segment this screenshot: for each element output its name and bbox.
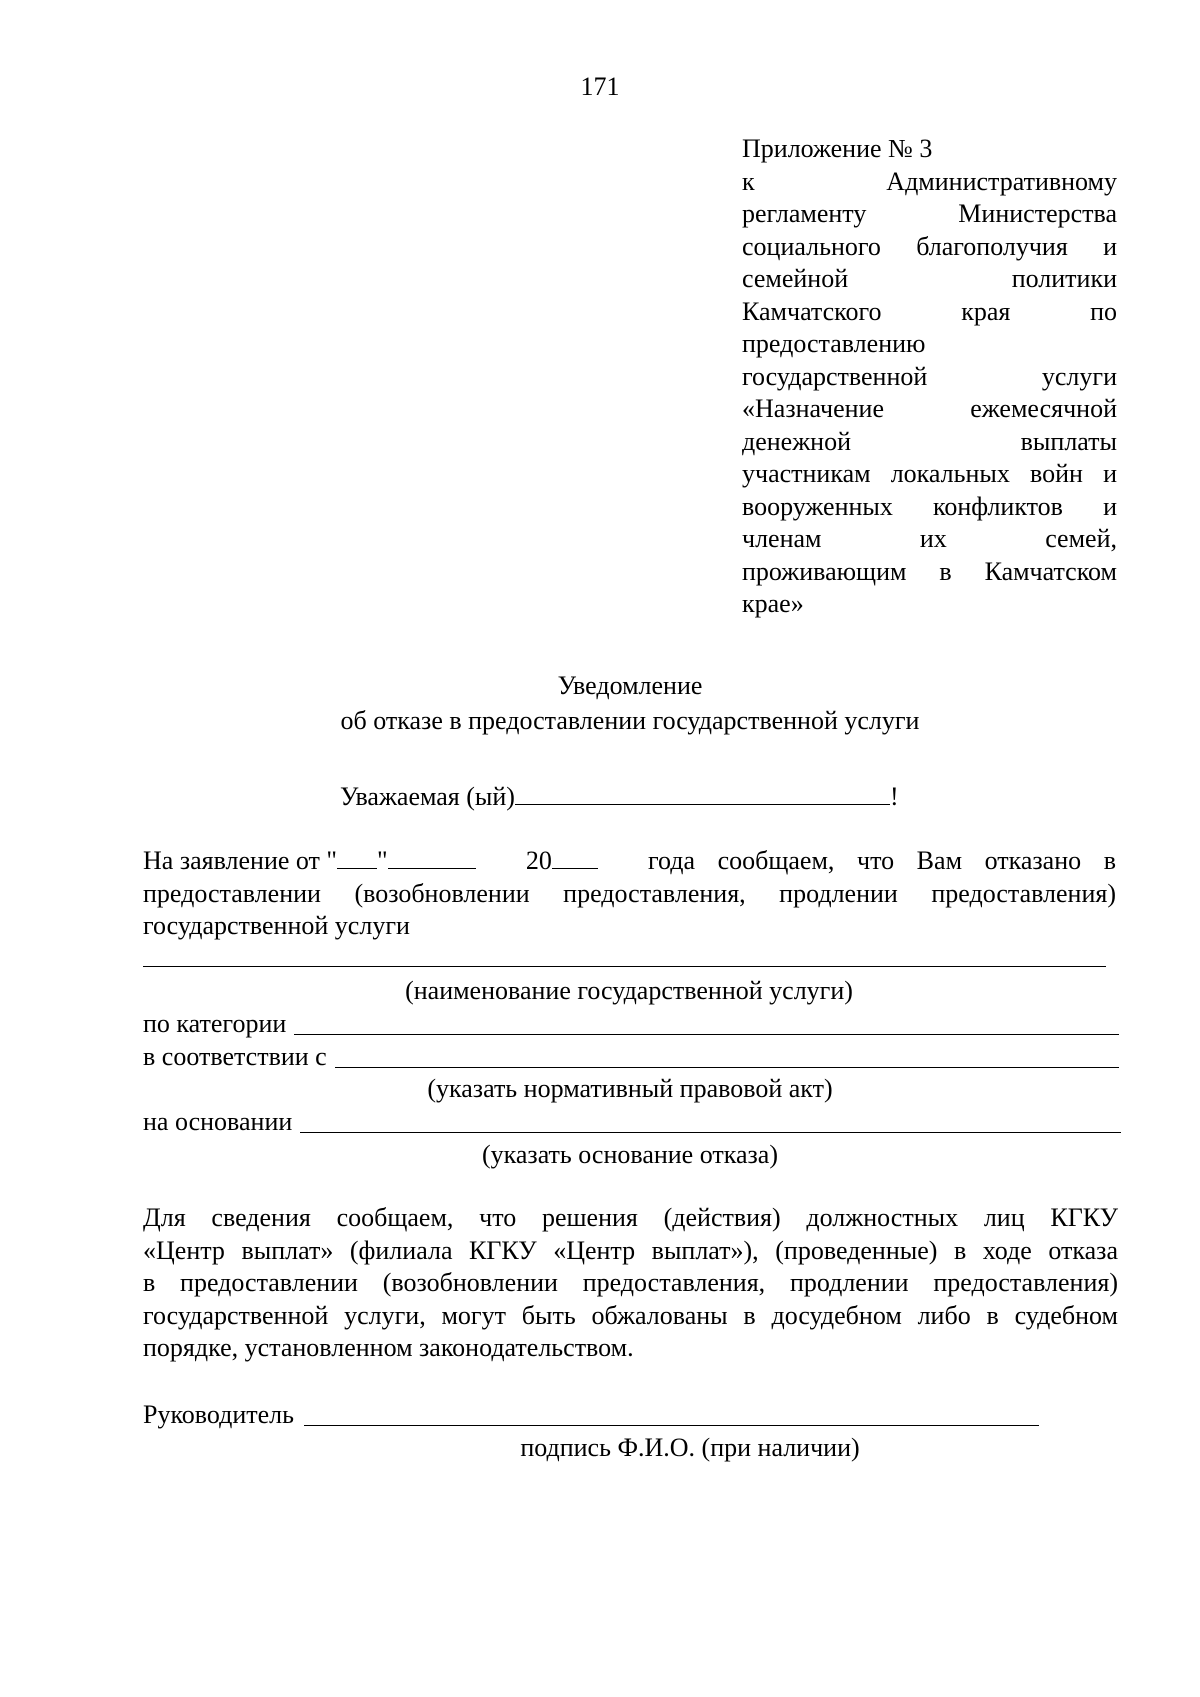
info-line: Для сведения сообщаем, что решения (действия) должностных лиц КГКУ: [143, 1203, 1118, 1232]
request-paragraph: [143, 845, 1116, 943]
day-blank[interactable]: [337, 848, 377, 869]
appendix-line: «Назначение ежемесячной: [742, 394, 1117, 423]
signature-label: Руководитель: [143, 1400, 294, 1429]
category-label: по категории: [143, 1009, 287, 1038]
appendix-line: Камчатского края по: [742, 296, 1117, 326]
request-text-start: На заявление от ": [143, 846, 338, 875]
request-quote-close: ": [377, 846, 388, 875]
request-text-end: года сообщаем, что Вам отказано в: [647, 846, 1116, 875]
signature-caption: подпись Ф.И.О. (при наличии): [520, 1433, 860, 1462]
category-blank[interactable]: [294, 1034, 1119, 1035]
refusal-basis-caption: (указать основание отказа): [481, 1140, 778, 1169]
category-row: [143, 1008, 1119, 1041]
request-line-3: государственной услуги: [143, 911, 410, 940]
page-number: 171: [580, 72, 620, 101]
legal-act-caption: (указать нормативный правовой акт): [427, 1074, 833, 1103]
recipient-name-blank[interactable]: [515, 784, 890, 805]
service-caption: (наименование государственной услуги): [405, 976, 853, 1005]
legal-act-blank[interactable]: [335, 1067, 1119, 1068]
appendix-line: крае»: [742, 589, 804, 618]
appendix-line: социального благополучия и: [742, 231, 1117, 261]
year-blank[interactable]: [552, 848, 598, 869]
greeting-line: [340, 781, 899, 814]
accordance-row: [143, 1041, 1119, 1074]
appendix-line: членам их семей,: [742, 524, 1117, 553]
month-blank[interactable]: [388, 848, 476, 869]
info-line: «Центр выплат» (филиала КГКУ «Центр выплат»), (проведенные) в ходе отказа: [143, 1235, 1118, 1265]
accordance-label: в соответствии с: [143, 1042, 327, 1071]
info-line: порядке, установленном законодательством.: [143, 1333, 634, 1362]
appendix-line: проживающим в Камчатском: [742, 556, 1117, 586]
basis-label: на основании: [143, 1107, 293, 1136]
notice-title: Уведомление: [557, 671, 703, 700]
appendix-line: денежной выплаты: [742, 426, 1117, 456]
appendix-header: [742, 133, 1117, 621]
signature-blank[interactable]: [304, 1425, 1039, 1426]
refusal-basis-blank[interactable]: [300, 1132, 1121, 1133]
info-line: в предоставлении (возобновлении предоставления, продлении предоставления): [143, 1268, 1118, 1297]
appendix-line: государственной услуги: [742, 361, 1117, 391]
appendix-line: участникам локальных войн и: [742, 459, 1117, 488]
appendix-line: к Административному: [742, 166, 1117, 196]
service-name-blank[interactable]: [143, 966, 1106, 967]
request-line-2: предоставлении (возобновлении предоставления, продлении предоставления): [143, 878, 1116, 908]
signature-row: [143, 1399, 1039, 1432]
greeting-prefix: Уважаемая (ый): [340, 782, 515, 811]
appendix-line: предоставлению: [742, 329, 926, 358]
appendix-line: регламенту Министерства: [742, 199, 1117, 228]
greeting-suffix: !: [889, 782, 899, 811]
basis-row: [143, 1106, 1121, 1139]
notice-subtitle: об отказе в предоставлении государственной услуги: [340, 706, 920, 735]
appendix-line: семейной политики: [742, 264, 1117, 293]
year-prefix: 20: [525, 846, 552, 875]
info-line: государственной услуги, могут быть обжалованы в досудебном либо в судебном: [143, 1300, 1118, 1330]
appendix-title: Приложение № 3: [742, 134, 933, 163]
appendix-line: вооруженных конфликтов и: [742, 491, 1117, 521]
info-paragraph: [143, 1202, 1118, 1365]
